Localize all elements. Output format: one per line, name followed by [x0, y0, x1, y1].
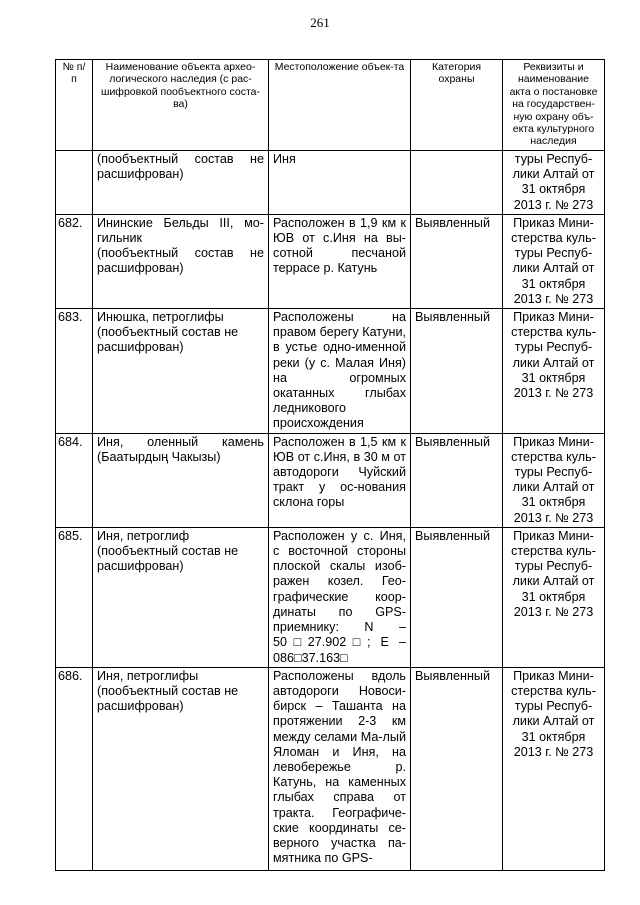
cell-category: Выявленный: [411, 433, 503, 527]
table-row: [56, 527, 605, 667]
cell-category: Выявленный: [411, 309, 503, 434]
cell-number: [56, 151, 93, 215]
cell-number: 686.: [56, 667, 93, 870]
act-text: Приказ Мини- стерства куль- туры Респуб- лики Алтай от 31 октября 2013 г. № 273: [511, 668, 596, 759]
cell-category: Выявленный: [411, 527, 503, 667]
act-text: туры Респуб- лики Алтай от 31 октября 2013 г. № 273: [512, 152, 595, 212]
object-name-text: Иня, оленный камень (Баатырдың Чакызы): [97, 434, 264, 464]
object-name-text: Иня, петроглифы (пообъектный состав не расшифрован): [97, 668, 239, 714]
header-location: Местоположение объек-та: [269, 60, 411, 151]
cell-location: [269, 214, 411, 308]
cell-location: [269, 309, 411, 434]
location-text: Расположен у с. Иня, с восточной стороны плоской скалы изоб-ражен козел. Гео-графические коор-динаты по GPS-приемнику: N – 50□27.902□; E – 086□37.163□: [273, 528, 406, 665]
location-text: Расположен в 1,9 км к ЮВ от с.Иня на вы-сотной песчаной террасе р. Катунь: [273, 215, 406, 276]
table-header-row: [56, 60, 605, 151]
cell-location: [269, 151, 411, 215]
table-row: [56, 433, 605, 527]
cell-act: [503, 667, 605, 870]
cell-location: [269, 667, 411, 870]
table-row: [56, 151, 605, 215]
cell-object-name: [93, 433, 269, 527]
cell-number: 684.: [56, 433, 93, 527]
cell-category: Выявленный: [411, 214, 503, 308]
cell-act: [503, 309, 605, 434]
cell-object-name: [93, 214, 269, 308]
location-text: Расположены на правом берегу Катуни, в устье одно-именной реки (у с. Малая Иня) на огромных окатанных глыбах ледникового происхождения: [273, 310, 406, 431]
cell-act: [503, 151, 605, 215]
location-text: Расположен в 1,5 км к ЮВ от с.Иня, в 30 м от автодороги Чуйский тракт у ос-нования склона горы: [273, 434, 406, 510]
cell-number: 683.: [56, 309, 93, 434]
cell-act: [503, 433, 605, 527]
header-object-name: Наименование объекта архео-логического наследия (с рас-шифровкой пообъектного соста-ва): [93, 60, 269, 151]
act-text: Приказ Мини- стерства куль- туры Респуб- лики Алтай от 31 октября 2013 г. № 273: [511, 310, 596, 401]
cell-category: [411, 151, 503, 215]
cell-location: [269, 433, 411, 527]
header-number: № п/п: [56, 60, 93, 151]
table-row: [56, 309, 605, 434]
object-name-text: Инюшка, петроглифы (пообъектный состав не расшифрован): [97, 310, 239, 355]
cell-object-name: [93, 527, 269, 667]
heritage-objects-table: [55, 59, 605, 871]
table-row: [56, 667, 605, 870]
cell-location: [269, 527, 411, 667]
object-name-text: Ининские Бельды III, мо-гильник (пообъектный состав не расшифрован): [97, 215, 264, 276]
act-text: Приказ Мини- стерства куль- туры Респуб- лики Алтай от 31 октября 2013 г. № 273: [511, 434, 596, 525]
cell-object-name: [93, 309, 269, 434]
header-protection-category: Категория охраны: [411, 60, 503, 151]
cell-number: 682.: [56, 214, 93, 308]
location-text: Расположены вдоль автодороги Новоси-бирск – Ташанта на протяжении 2-3 км между селами Ма-лый Яломан и Иня, на левобережье р. Катунь, на каменных глыбах справа от тракта. Географиче-ские координаты се-верного участка па-мятника по GPS-: [273, 668, 406, 866]
cell-act: [503, 214, 605, 308]
cell-object-name: [93, 151, 269, 215]
location-text: Иня: [273, 152, 296, 166]
act-text: Приказ Мини- стерства куль- туры Респуб- лики Алтай от 31 октября 2013 г. № 273: [511, 528, 596, 619]
cell-category: Выявленный: [411, 667, 503, 870]
page-number: 261: [310, 15, 330, 30]
cell-number: 685.: [56, 527, 93, 667]
cell-object-name: [93, 667, 269, 870]
header-act-details: Реквизиты и наименование акта о постановке на государствен-ную охрану объ-екта культурного наследия: [503, 60, 605, 151]
object-name-text: (пообъектный состав не расшифрован): [97, 152, 264, 182]
table-row: [56, 214, 605, 308]
cell-act: [503, 527, 605, 667]
act-text: Приказ Мини- стерства куль- туры Респуб- лики Алтай от 31 октября 2013 г. № 273: [511, 215, 596, 306]
object-name-text: Иня, петроглиф (пообъектный состав не расшифрован): [97, 528, 239, 574]
